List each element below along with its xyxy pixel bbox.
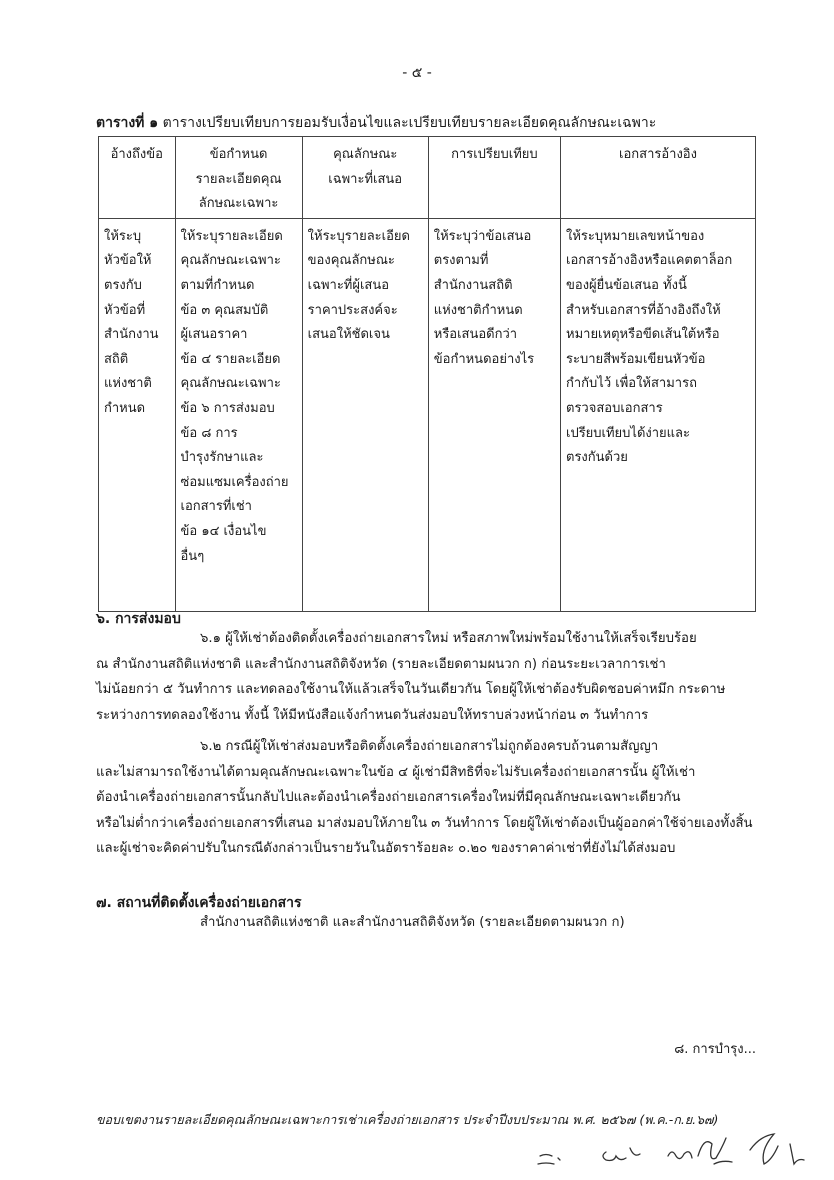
footer-note: ขอบเขตงานรายละเอียดคุณลักษณะเฉพาะการเช่าเครื่องถ่ายเอกสาร ประจำปีงบประมาณ พ.ศ. ๒๕๖๗ (พ.ค.-ก.ย.๖๗) — [96, 1112, 719, 1127]
paragraph-line: สำนักงานสถิติแห่งชาติ และสำนักงานสถิติจังหวัด (รายละเอียดตามผนวก ก) — [200, 915, 625, 930]
cell-line: หัวข้อให้ — [104, 253, 152, 269]
paragraph-line: และไม่สามารถใช้งานได้ตามคุณลักษณะเฉพาะในข้อ ๔ ผู้เช่ามีสิทธิที่จะไม่รับเครื่องถ่ายเอกสารนั้น ผู้ให้เช่า — [96, 764, 696, 780]
cell-line: คุณลักษณะเฉพาะ — [180, 253, 281, 269]
section-6-heading: ๖. การส่งมอบ — [96, 611, 181, 627]
cell-line: ข้อ ๑๔ เงื่อนไข — [180, 523, 267, 539]
cell-line: หมายเหตุหรือขีดเส้นใต้หรือ — [566, 327, 720, 343]
cell-line: กำกับไว้ เพื่อให้สามารถ — [566, 376, 697, 392]
cell-line: สำนักงาน — [104, 327, 159, 343]
section-7-paragraph — [96, 910, 758, 936]
header-cell — [175, 137, 302, 219]
cell-line: ตรงกับ — [104, 277, 142, 293]
cell-line: คุณลักษณะเฉพาะ — [180, 376, 281, 392]
cell-line: ให้ระบุหมายเลขหน้าของ — [566, 228, 705, 244]
section-7-heading: ๗. สถานที่ติดตั้งเครื่องถ่ายเอกสาร — [96, 895, 302, 911]
signature-mark-2 — [603, 1148, 640, 1161]
section-6-1-paragraph — [96, 626, 758, 728]
cell-line: แห่งชาติ — [104, 376, 152, 392]
header-line: ข้อกำหนด — [209, 147, 268, 162]
header-line: คุณลักษณะ — [333, 147, 398, 162]
cell-line: ราคาประสงค์จะ — [307, 302, 398, 318]
page-number: - ๕ - — [402, 65, 432, 81]
signature-mark-6 — [790, 1144, 804, 1164]
header-line: ลักษณะเฉพาะ — [198, 196, 279, 212]
paragraph-line: ต้องนำเครื่องถ่ายเอกสารนั้นกลับไปและต้องนำเครื่องถ่ายเอกสารเครื่องใหม่ที่มีคุณลักษณะเฉพาะเดียวกัน — [96, 790, 681, 806]
header-line: รายละเอียดคุณ — [195, 171, 282, 187]
paragraph-line: ระหว่างการทดลองใช้งาน ทั้งนี้ ให้มีหนังสือแจ้งกำหนดวันส่งมอบให้ทราบล่วงหน้าก่อน ๓ วันทำการ — [96, 707, 649, 723]
cell-line: เอกสารอ้างอิงหรือแคตตาล็อก — [566, 253, 733, 269]
cell-line: ให้ระบุรายละเอียด — [180, 228, 283, 244]
table-cell — [99, 218, 176, 611]
signature-mark-4 — [698, 1138, 732, 1164]
cell-line: ข้อ ๔ รายละเอียด — [180, 351, 281, 367]
table-cell — [561, 218, 756, 611]
cell-line: ตรงกันด้วย — [566, 450, 628, 466]
cell-line: ตามที่กำหนด — [180, 277, 255, 293]
table-header-row — [99, 137, 756, 219]
cell-line: ของผู้ยื่นข้อเสนอ ทั้งนี้ — [566, 277, 687, 293]
table-caption — [96, 112, 756, 134]
paragraph-line: ไม่น้อยกว่า ๕ วันทำการ และทดลองใช้งานให้แล้วเสร็จในวันเดียวกัน โดยผู้ให้เช่าต้องรับผิดชอบค่าหมึก กระดาษ — [96, 682, 726, 698]
header-line: เฉพาะที่เสนอ — [328, 171, 403, 187]
cell-line: หัวข้อที่ — [104, 302, 146, 318]
signature-initials — [528, 1126, 818, 1180]
next-page-reference: ๘. การบำรุง... — [674, 1042, 756, 1057]
cell-line: ข้อกำหนดอย่างไร — [433, 351, 535, 367]
cell-line: ให้ระบุว่าข้อเสนอ — [433, 228, 532, 244]
cell-line: ของคุณลักษณะ — [307, 253, 395, 269]
cell-line: หรือเสนอดีกว่า — [433, 327, 518, 343]
table-row — [99, 218, 756, 611]
signature-mark-3 — [668, 1152, 692, 1159]
cell-line: ตรงตามที่ — [433, 253, 489, 269]
header-line: อ้างถึงข้อ — [110, 147, 163, 162]
cell-line: เปรียบเทียบได้ง่ายและ — [566, 425, 691, 441]
section-6-2-paragraph — [96, 734, 758, 862]
table-caption-text: ตารางเปรียบเทียบการยอมรับเงื่อนไขและเปรียบเทียบรายละเอียดคุณลักษณะเฉพาะ — [158, 115, 657, 131]
table-cell — [175, 218, 302, 611]
cell-line: ตรวจสอบเอกสาร — [566, 400, 663, 416]
cell-line: ข้อ ๓ คุณสมบัติ — [180, 302, 269, 318]
cell-line: เฉพาะที่ผู้เสนอ — [307, 277, 390, 293]
cell-line: ให้ระบุรายละเอียด — [307, 228, 410, 244]
header-line: การเปรียบเทียบ — [451, 147, 538, 162]
cell-line: สำหรับเอกสารที่อ้างอิงถึงให้ — [566, 302, 721, 318]
cell-line: ข้อ ๖ การส่งมอบ — [180, 400, 275, 416]
cell-line: เอกสารที่เช่า — [180, 499, 252, 515]
cell-line: บำรุงรักษาและ — [180, 450, 264, 466]
cell-line: ข้อ ๘ การ — [180, 425, 238, 441]
header-cell — [99, 137, 176, 219]
cell-line: แห่งชาติกำหนด — [433, 302, 523, 318]
comparison-table — [98, 136, 756, 612]
paragraph-line: ณ สำนักงานสถิติแห่งชาติ และสำนักงานสถิติจังหวัด (รายละเอียดตามผนวก ก) ก่อนระยะเวลาการเช่า — [96, 656, 666, 672]
header-cell — [302, 137, 428, 219]
paragraph-line: หรือไม่ต่ำกว่าเครื่องถ่ายเอกสารที่เสนอ มาส่งมอบให้ภายใน ๓ วันทำการ โดยผู้ให้เช่าต้องเป็นผู้ออกค่าใช้จ่ายเองทั้งสิ้น — [96, 815, 753, 831]
table-cell — [302, 218, 428, 611]
cell-line: ซ่อมแซมเครื่องถ่าย — [180, 474, 289, 490]
header-cell — [428, 137, 560, 219]
header-cell — [561, 137, 756, 219]
cell-line: อื่นๆ — [180, 548, 205, 564]
cell-line: สำนักงานสถิติ — [433, 277, 513, 293]
cell-line: เสนอให้ชัดเจน — [307, 327, 390, 343]
paragraph-line: ๖.๑ ผู้ให้เช่าต้องติดตั้งเครื่องถ่ายเอกสารใหม่ หรือสภาพใหม่พร้อมใช้งานให้เสร็จเรียบร้อย — [200, 631, 697, 646]
cell-line: ระบายสีพร้อมเขียนหัวข้อ — [566, 351, 706, 367]
table-caption-label: ตารางที่ ๑ — [96, 115, 159, 131]
paragraph-line: ๖.๒ กรณีผู้ให้เช่าส่งมอบหรือติดตั้งเครื่องถ่ายเอกสารไม่ถูกต้องครบถ้วนตามสัญญา — [200, 739, 659, 754]
table-cell — [428, 218, 560, 611]
cell-line: ให้ระบุ — [104, 228, 142, 244]
cell-line: กำหนด — [104, 400, 146, 416]
paragraph-line: และผู้เช่าจะคิดค่าปรับในกรณีดังกล่าวเป็นรายวันในอัตราร้อยละ ๐.๒๐ ของราคาค่าเช่าที่ยังไม่ได้ส่งมอบ — [96, 841, 676, 857]
signature-mark-5 — [750, 1134, 778, 1164]
signature-mark-1 — [538, 1155, 560, 1165]
header-line: เอกสารอ้างอิง — [619, 147, 697, 162]
cell-line: สถิติ — [104, 351, 129, 367]
cell-line: ผู้เสนอราคา — [180, 327, 248, 343]
